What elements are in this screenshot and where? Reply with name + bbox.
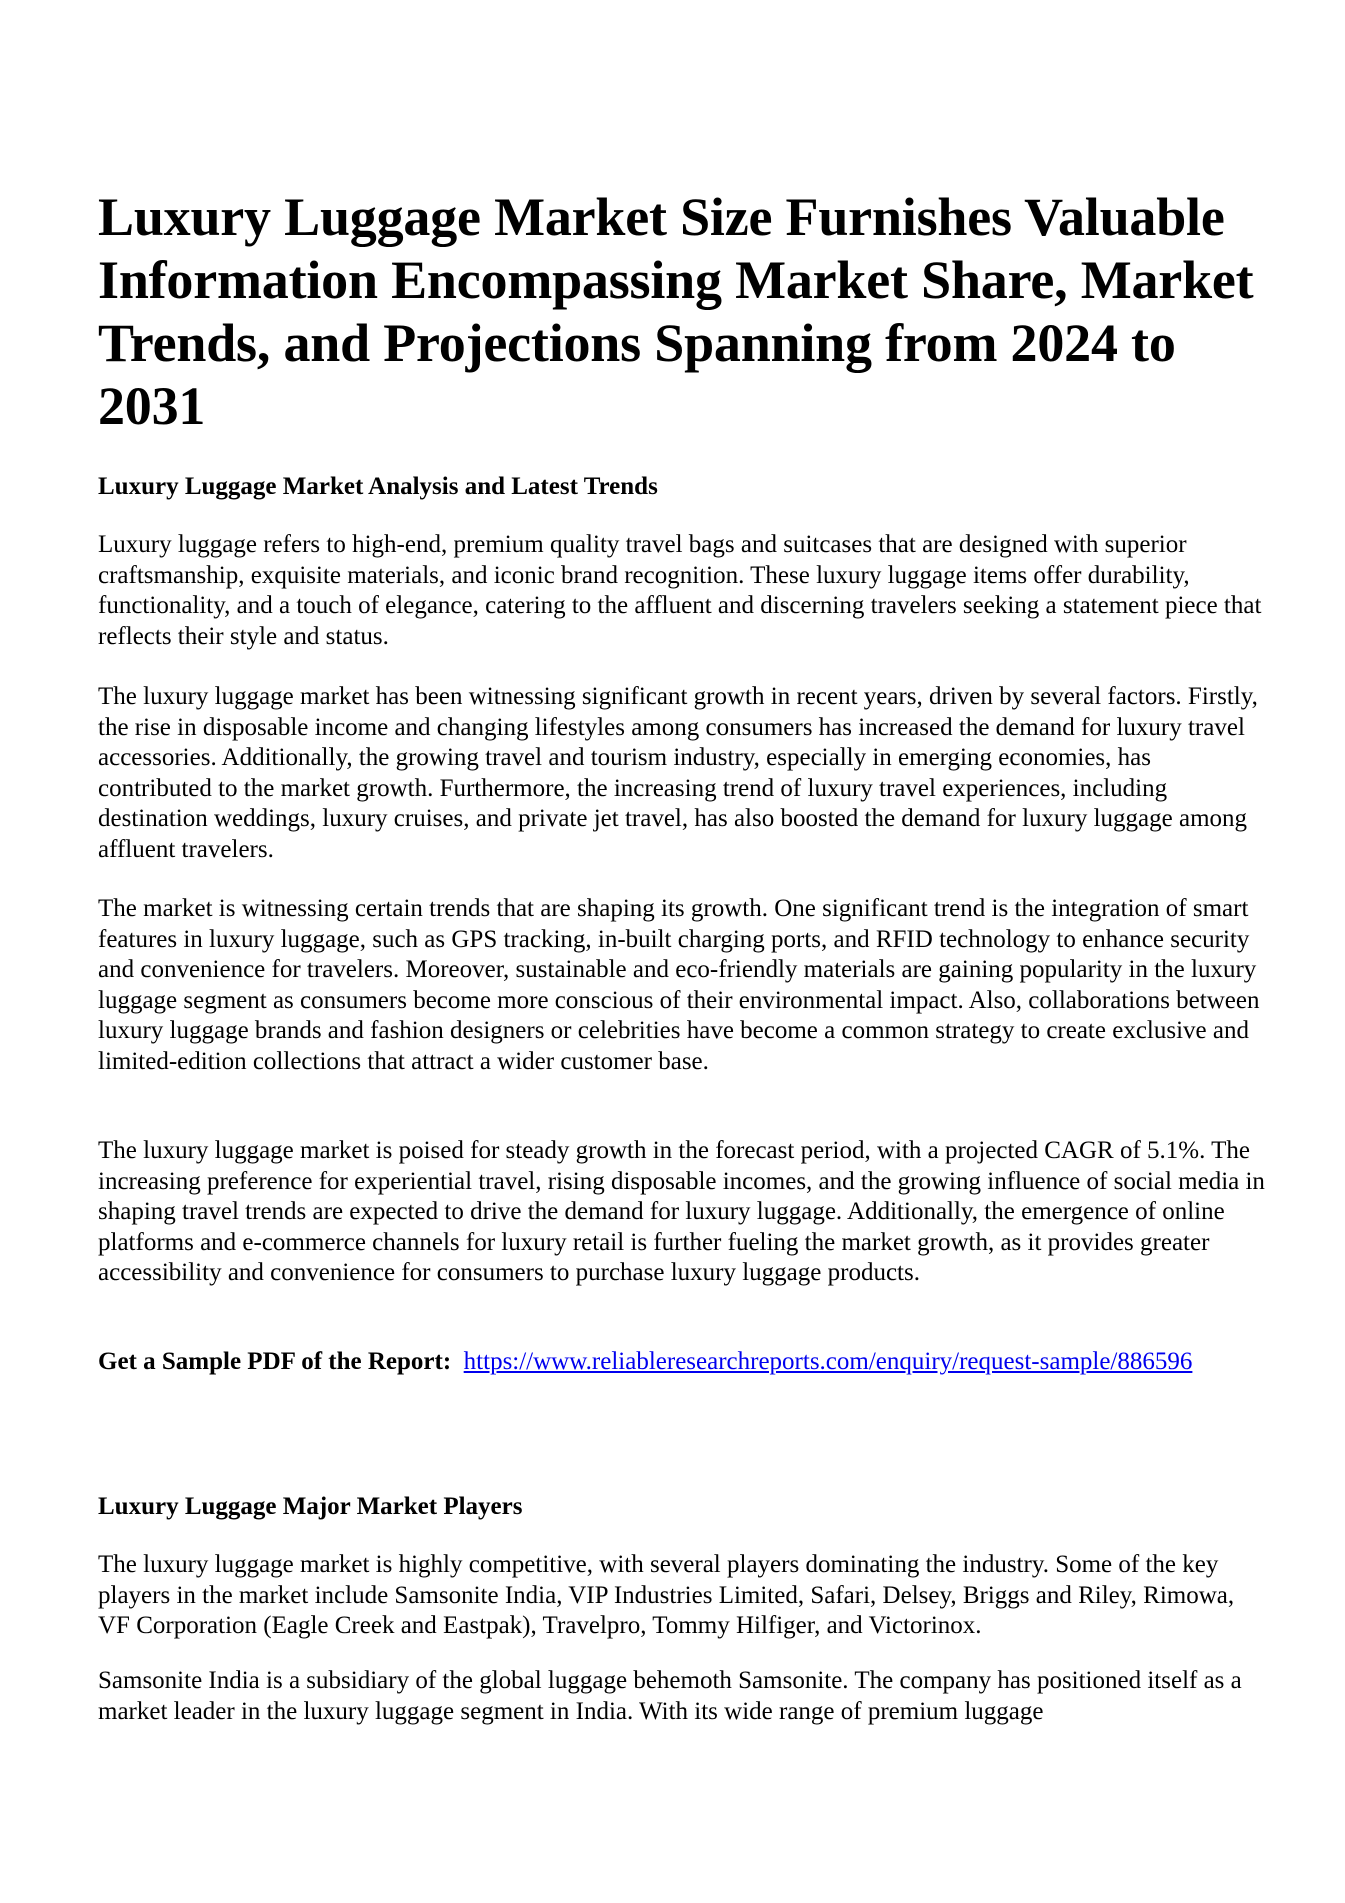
paragraph-forecast: The luxury luggage market is poised for steady growth in the forecast period, with a projected CAGR of 5.1%. The increasing preference for experiential travel, rising disposable incomes, and the growing influence of social media in shaping travel trends are expected to drive the demand for luxury luggage. Additionally, the emergence of online platforms and e-commerce channels for luxury retail is further fueling the market growth, as it provides greater accessibility and convenience for consumers to purchase luxury luggage products. bbox=[98, 1137, 1265, 1286]
sample-pdf-line bbox=[98, 1347, 1268, 1378]
sample-pdf-link[interactable]: https://www.reliableresearchreports.com/enquiry/request-sample/886596 bbox=[463, 1348, 1193, 1375]
paragraph-trends: The market is witnessing certain trends that are shaping its growth. One significant trend is the integration of smart features in luxury luggage, such as GPS tracking, in-built charging ports, and RFID technology to enhance security and convenience for travelers. Moreover, sustainable and eco-friendly materials are gaining popularity in the luxury luggage segment as consumers become more conscious of their environmental impact. Also, collaborations between luxury luggage brands and fashion designers or celebrities have become a common strategy to create exclusive and limited-edition collections that attract a wider customer base. bbox=[98, 895, 1260, 1075]
paragraph-key-players: The luxury luggage market is highly competitive, with several players dominating the industry. Some of the key players in the market include Samsonite India, VIP Industries Limited, Safari, Delsey, Briggs and Riley, Rimowa, VF Corporation (Eagle Creek and Eastpak), Travelpro, Tommy Hilfiger, and Victorinox. bbox=[98, 1551, 1235, 1639]
page-title: Luxury Luggage Market Size Furnishes Valuable Information Encompassing Market Share, Market Trends, and Projections Spanning from 2024 to 2031 bbox=[98, 187, 1254, 436]
section-heading-players: Luxury Luggage Major Market Players bbox=[98, 1493, 523, 1520]
paragraph-definition: Luxury luggage refers to high-end, premium quality travel bags and suitcases that are designed with superior craftsmanship, exquisite materials, and iconic brand recognition. These luxury luggage items offer durability, functionality, and a touch of elegance, catering to the affluent and discerning travelers seeking a statement piece that reflects their style and status. bbox=[98, 531, 1262, 650]
section-heading-analysis: Luxury Luggage Market Analysis and Latest Trends bbox=[98, 473, 658, 500]
sample-pdf-label: Get a Sample PDF of the Report: bbox=[98, 1348, 452, 1375]
paragraph-samsonite: Samsonite India is a subsidiary of the global luggage behemoth Samsonite. The company has positioned itself as a market leader in the luxury luggage segment in India. With its wide range of premium luggage bbox=[98, 1667, 1242, 1725]
paragraph-growth-drivers: The luxury luggage market has been witnessing significant growth in recent years, driven by several factors. Firstly, the rise in disposable income and changing lifestyles among consumers has increased the demand for luxury travel accessories. Additionally, the growing travel and tourism industry, especially in emerging economies, has contributed to the market growth. Furthermore, the increasing trend of luxury travel experiences, including destination weddings, luxury cruises, and private jet travel, has also boosted the demand for luxury luggage among affluent travelers. bbox=[98, 683, 1258, 863]
